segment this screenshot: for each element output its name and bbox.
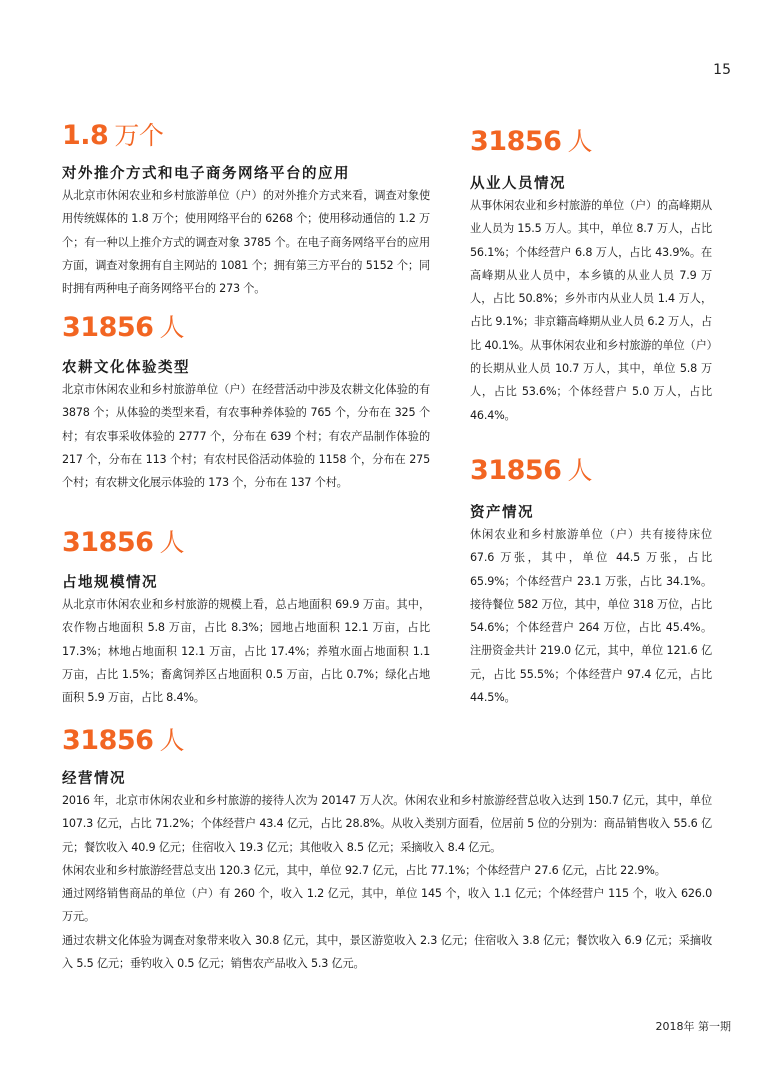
section-assets — [470, 455, 712, 709]
assets-big-number: 31856 — [470, 455, 562, 486]
promo-big-unit: 万个 — [114, 121, 164, 150]
operations-paragraph: 休闲农业和乡村旅游经营总支出 120.3 亿元，其中，单位 92.7 亿元，占比 77.1%；个体经营户 27.6 亿元，占比 22.9%。 — [62, 863, 666, 877]
operations-paragraph: 通过农耕文化体验为调查对象带来收入 30.8 亿元，其中，景区游览收入 2.3 亿元；住宿收入 3.8 亿元；餐饮收入 6.9 亿元；采摘收入 5.5 亿元；垂钓收入 0.5 亿元；销售农产品收入 5.3 亿元。 — [62, 933, 712, 971]
page-number: 15 — [713, 62, 731, 78]
section-operations — [62, 725, 712, 975]
culture-text: 北京市休闲农业和乡村旅游单位（户）在经营活动中涉及农耕文化体验的有 3878 个；从体验的类型来看，有农事种养体验的 765 个，分布在 325 个村；有农事采收体验的 2777 个，分布在 639 个村；有农产品制作体验的 217 个，分布在 113 个村；有农村民俗活动体验的 1158 个，分布在 275 个村；有农耕文化展示体验的 173 个，分布在 137 个村。 — [62, 383, 430, 490]
culture-big-figure — [62, 312, 430, 344]
assets-big-figure — [470, 455, 712, 487]
section-culture — [62, 312, 430, 494]
operations-heading: 经营情况 — [62, 771, 126, 787]
promo-text: 从北京市休闲农业和乡村旅游单位（户）的对外推介方式来看，调查对象使用传统媒体的 1.8 万个；使用网络平台的 6268 个；使用移动通信的 1.2 万个；有一种以上推介方式的调查对象 3785 个。在电子商务网络平台的应用方面，调查对象拥有自主网站的 1081 个；拥有第三方平台的 5152 个；同时拥有两种电子商务网络平台的 273 个。 — [62, 189, 430, 296]
staff-heading: 从业人员情况 — [470, 176, 566, 192]
assets-text: 休闲农业和乡村旅游单位（户）共有接待床位 67.6 万张，其中，单位 44.5 万张，占比 65.9%；个体经营户 23.1 万张，占比 34.1%。接待餐位 582 万位，其中，单位 318 万位，占比 54.6%；个体经营户 264 万位，占比 45.4%。注册资金共计 219.0 亿元，其中，单位 121.6 亿元，占比 55.5%；个体经营户 97.4 亿元，占比 44.5%。 — [470, 528, 712, 705]
land-text: 从北京市休闲农业和乡村旅游的规模上看，总占地面积 69.9 万亩。其中，农作物占地面积 5.8 万亩，占比 8.3%；园地占地面积 12.1 万亩，占比 17.3%；林地占地面积 12.1 万亩，占比 17.4%；养殖水面占地面积 1.1 万亩，占比 1.5%；畜禽饲养区占地面积 0.5 万亩，占比 0.7%；绿化占地面积 5.9 万亩，占比 8.4%。 — [62, 598, 430, 705]
promo-big-number: 1.8 — [62, 120, 109, 151]
culture-big-unit: 人 — [159, 313, 184, 342]
culture-big-number: 31856 — [62, 312, 154, 343]
section-promotion — [62, 120, 430, 300]
land-big-figure — [62, 527, 430, 559]
issue-footer: 2018年 第一期 — [655, 1020, 731, 1033]
land-big-unit: 人 — [159, 528, 184, 557]
land-heading: 占地规模情况 — [62, 575, 158, 591]
operations-big-figure — [62, 725, 712, 757]
staff-text: 从事休闲农业和乡村旅游的单位（户）的高峰期从业人员为 15.5 万人。其中，单位 8.7 万人，占比 56.1%；个体经营户 6.8 万人，占比 43.9%。在高峰期从业人员中，本乡镇的从业人员 7.9 万人，占比 50.8%；乡外市内从业人员 1.4 万人，占比 9.1%；非京籍高峰期从业人员 6.2 万人，占比 40.1%。从事休闲农业和乡村旅游的单位（户）的长期从业人员 10.7 万人，其中，单位 5.8 万人，占比 53.6%；个体经营户 5.0 万人，占比 46.4%。 — [470, 199, 712, 422]
culture-heading: 农耕文化体验类型 — [62, 360, 190, 376]
section-land — [62, 527, 430, 709]
operations-paragraph: 通过网络销售商品的单位（户）有 260 个，收入 1.2 亿元，其中，单位 145 个，收入 1.1 亿元；个体经营户 115 个，收入 626.0 万元。 — [62, 887, 712, 924]
promo-heading: 对外推介方式和电子商务网络平台的应用 — [62, 166, 350, 182]
assets-heading: 资产情况 — [470, 505, 534, 521]
operations-paragraph: 2016 年，北京市休闲农业和乡村旅游的接待人次为 20147 万人次。休闲农业和乡村旅游经营总收入达到 150.7 亿元，其中，单位 107.3 亿元，占比 71.2%；个体经营户 43.4 亿元，占比 28.8%。从收入类别方面看，位居前 5 位的分别为：商品销售收入 55.6 亿元；餐饮收入 40.9 亿元；住宿收入 19.3 亿元；其他收入 8.5 亿元；采摘收入 8.4 亿元。 — [62, 794, 712, 854]
operations-big-number: 31856 — [62, 725, 154, 756]
assets-big-unit: 人 — [567, 456, 592, 485]
operations-big-unit: 人 — [159, 726, 184, 755]
promo-big-figure — [62, 120, 430, 152]
staff-big-figure — [470, 126, 712, 158]
operations-text — [62, 789, 712, 975]
staff-big-number: 31856 — [470, 126, 562, 157]
staff-big-unit: 人 — [567, 127, 592, 156]
land-big-number: 31856 — [62, 527, 154, 558]
section-staff — [470, 126, 712, 427]
